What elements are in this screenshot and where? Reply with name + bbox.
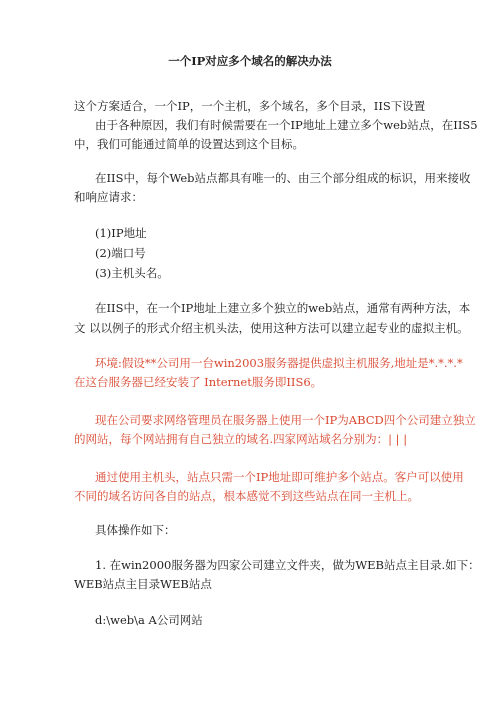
requirement-line-1: 现在公司要求网络管理员在服务器上使用一个IP为ABCD四个公司建立独立 [95, 413, 476, 427]
intro-line-3: 中，我们可能通过简单的设置达到这个目标。 [74, 137, 304, 151]
identifier-item: (3)主机头名。 [95, 266, 169, 280]
step-1-line-1: 1. 在win2000服务器为四家公司建立文件夹，做为WEB站点主目录.如下： [95, 558, 480, 572]
environment-line-2: 在这台服务器已经安装了 Internet服务即IIS6。 [74, 375, 323, 389]
document-title: 一个IP对应多个域名的解决办法 [168, 54, 332, 68]
intro-line-1: 这个方案适合，一个IP，一个主机，多个域名，多个目录，IIS下设置 [74, 99, 426, 113]
identifier-item: (2)端口号 [95, 246, 146, 260]
host-header-line-1: 通过使用主机头，站点只需一个IP地址即可维护多个站点。客户可以使用 [95, 470, 464, 484]
identifier-item: (1)IP地址 [95, 226, 147, 240]
iis-intro-line-2: 和响应请求： [74, 190, 143, 204]
methods-line-2: 文 以以例子的形式介绍主机头法，使用这种方法可以建立起专业的虚拟主机。 [74, 321, 469, 335]
iis-intro-line-1: 在IIS中，每个Web站点都具有唯一的、由三个部分组成的标识，用来接收 [95, 171, 471, 185]
step-1-line-2: WEB站点主目录WEB站点 [74, 577, 212, 591]
host-header-line-2: 不同的域名访问各自的站点，根本感觉不到这些站点在同一主机上。 [74, 489, 419, 503]
requirement-line-2: 的网站，每个网站拥有自己独立的域名.四家网站域名分别为：| | | [74, 432, 408, 446]
methods-line-1: 在IIS中，在一个IP地址上建立多个独立的web站点，通常有两种方法，本 [95, 301, 471, 315]
steps-heading: 具体操作如下： [95, 523, 176, 537]
intro-line-2: 由于各种原因，我们有时候需要在一个IP地址上建立多个web站点，在IIS5 [95, 118, 478, 132]
environment-line-1: 环境:假设**公司用一台win2003服务器提供虚拟主机服务,地址是*.*.*.* [95, 356, 463, 370]
path-line: d:\web\a A公司网站 [95, 613, 203, 627]
